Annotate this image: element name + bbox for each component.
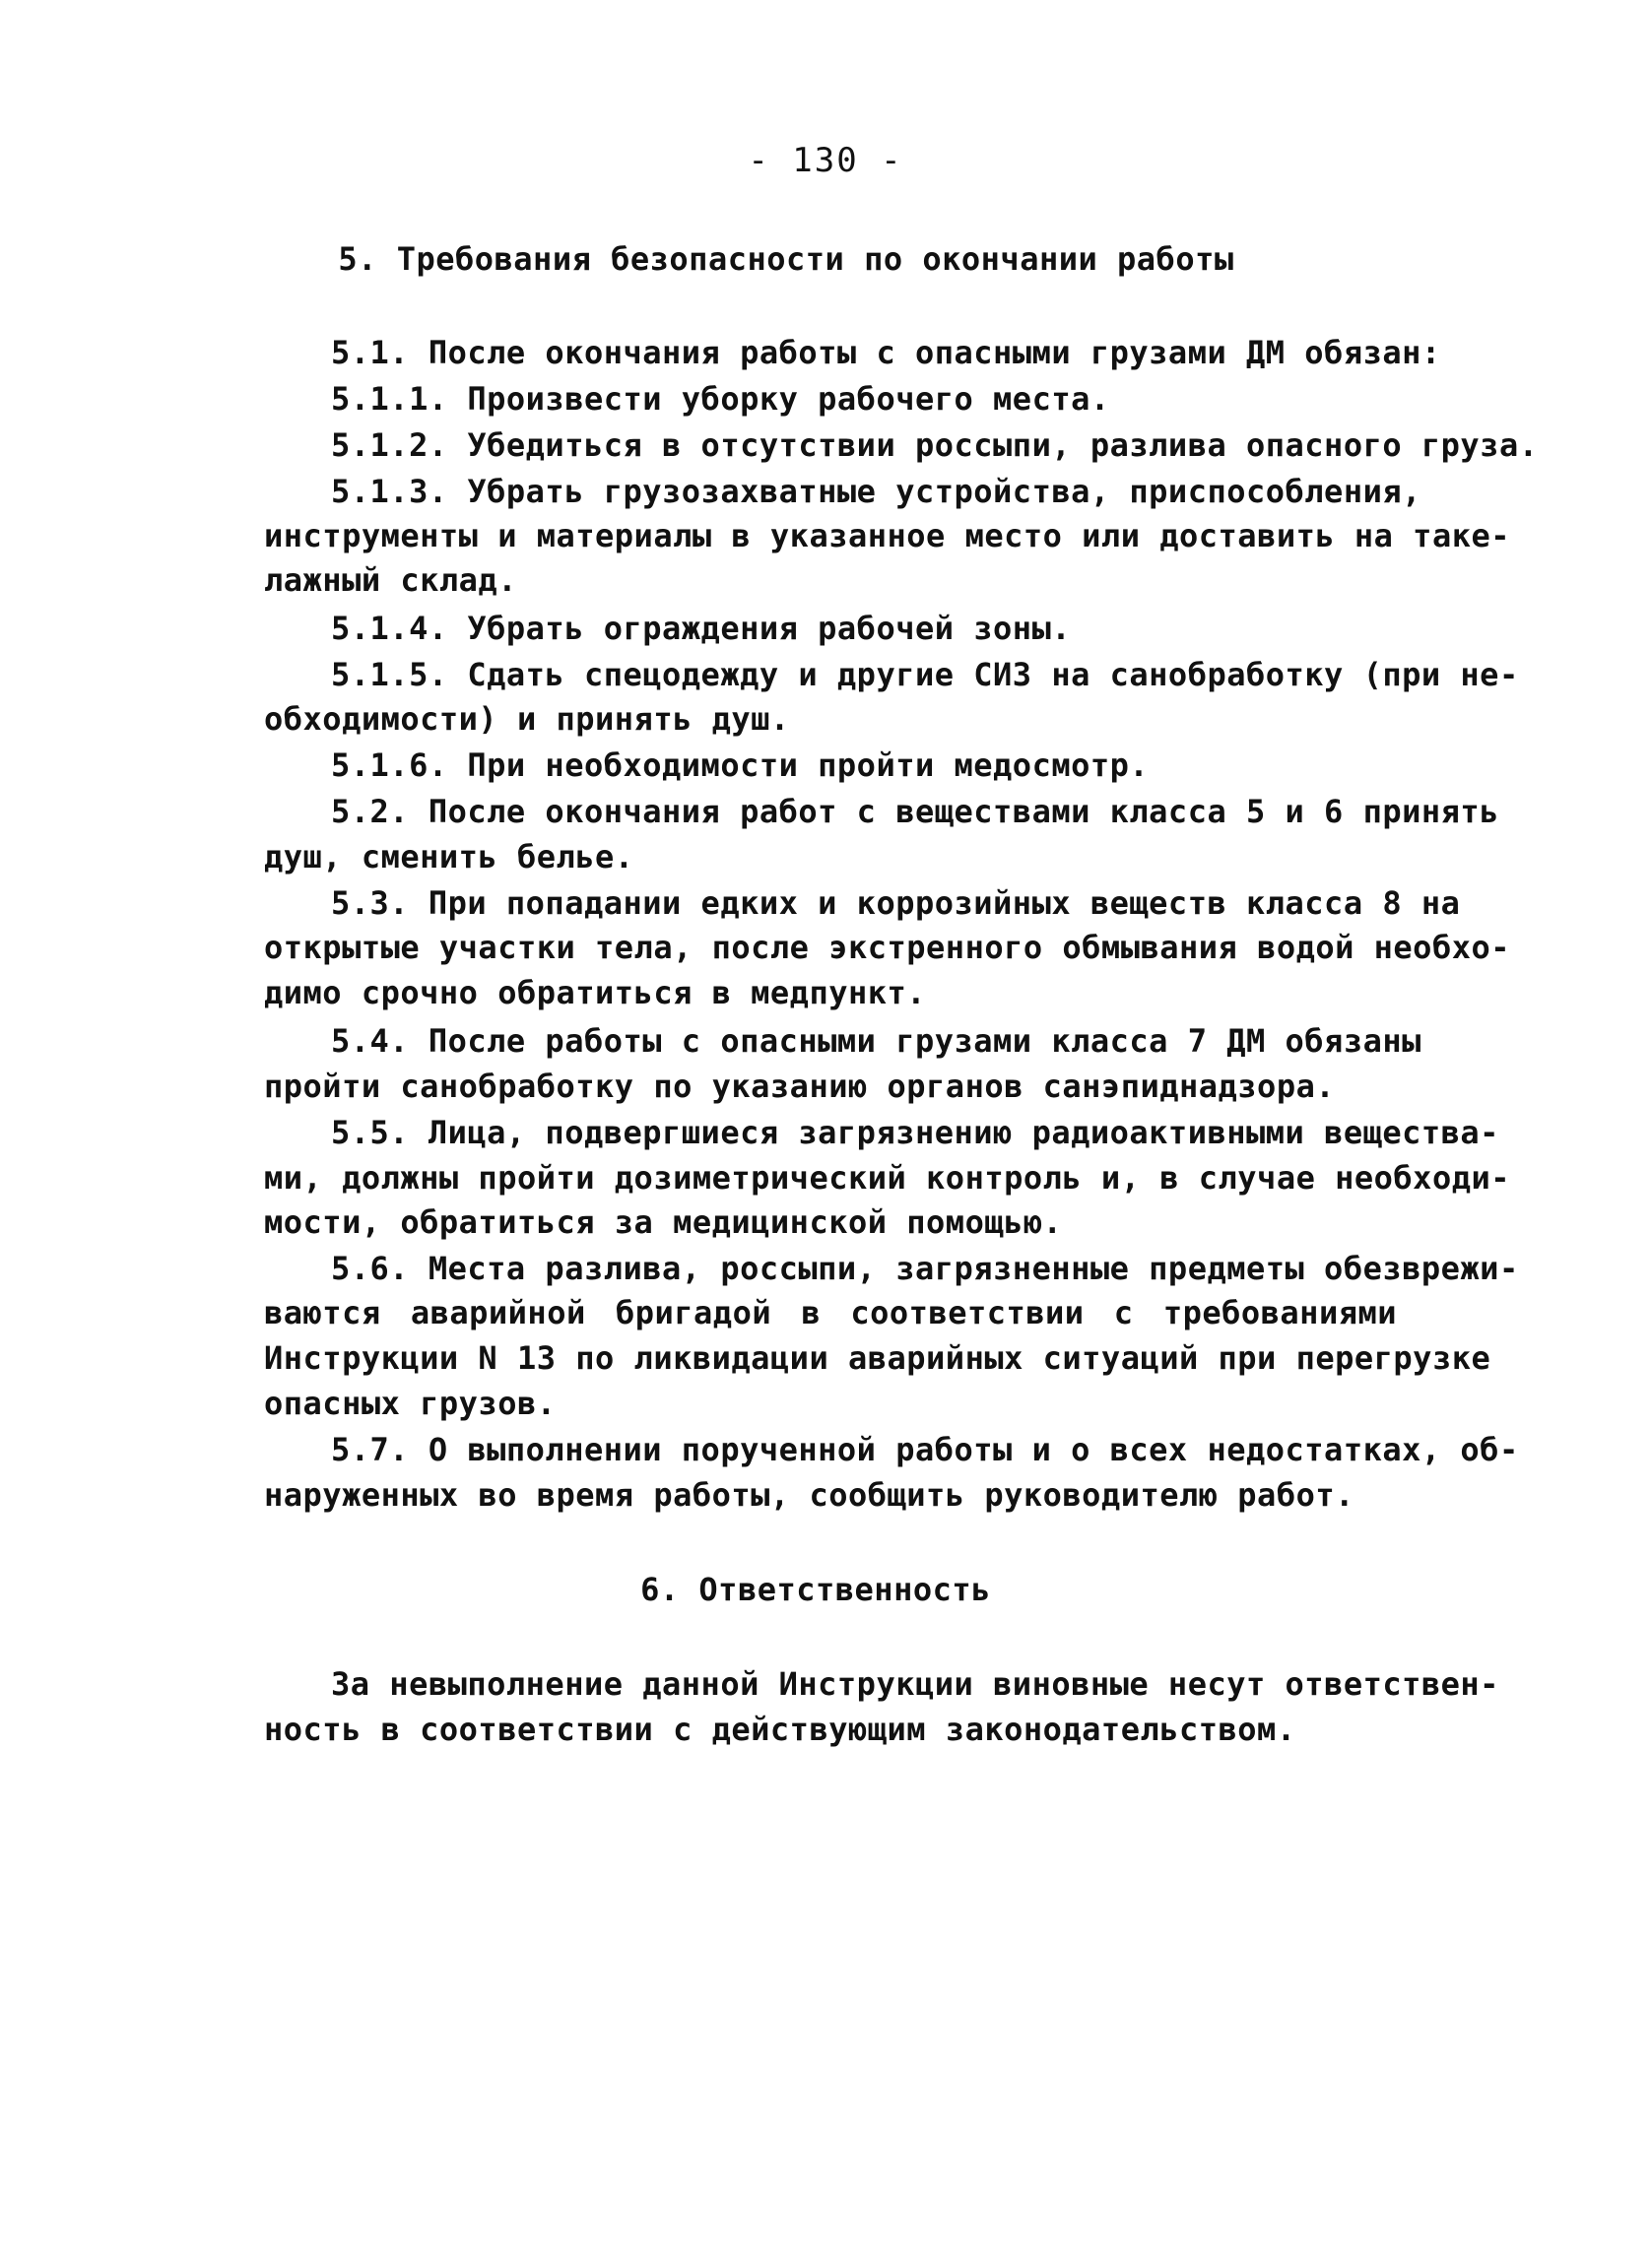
text-line: 5.1. После окончания работы с опасными грузами ДМ обязан:: [331, 334, 1441, 371]
text-line: 5.1.6. При необходимости пройти медосмотр.: [331, 746, 1150, 784]
page-number: - 130 -: [748, 141, 903, 180]
text-line: мости, обратиться за медицинской помощью.: [264, 1203, 1063, 1241]
text-line: душ, сменить белье.: [264, 838, 634, 875]
text-line: открытые участки тела, после экстренного обмывания водой необхо-: [264, 929, 1510, 966]
text-line: 5.4. После работы с опасными грузами класса 7 ДМ обязаны: [331, 1022, 1421, 1060]
text-line: 5.1.2. Убедиться в отсутствии россыпи, разлива опасного груза.: [331, 426, 1539, 464]
text-line: 5.6. Места разлива, россыпи, загрязненные предметы обезврежи-: [331, 1250, 1519, 1287]
text-line: 5.5. Лица, подвергшиеся загрязнению радиоактивными вещества-: [331, 1114, 1499, 1151]
text-line: 5.1.4. Убрать ограждения рабочей зоны.: [331, 610, 1072, 647]
text-line: лажный склад.: [264, 561, 517, 599]
section-5-heading: 5. Требования безопасности по окончании работы: [338, 240, 1234, 278]
text-line: опасных грузов.: [264, 1385, 557, 1422]
section-6-heading: 6. Ответственность: [640, 1571, 991, 1608]
text-line: наруженных во время работы, сообщить руководителю работ.: [264, 1476, 1354, 1514]
text-line: ваются аварийной бригадой в соответствии с требованиями: [264, 1294, 1397, 1331]
text-line: обходимости) и принять душ.: [264, 700, 790, 738]
text-line: 5.1.1. Произвести уборку рабочего места.: [331, 380, 1110, 418]
text-line: ми, должны пройти дозиметрический контроль и, в случае необходи-: [264, 1159, 1510, 1197]
text-line: 5.3. При попадании едких и коррозийных веществ класса 8 на: [331, 884, 1461, 922]
text-line: За невыполнение данной Инструкции виновные несут ответствен-: [331, 1665, 1499, 1703]
text-line: инструменты и материалы в указанное место или доставить на таке-: [264, 517, 1510, 554]
text-line: 5.7. О выполнении порученной работы и о всех недостатках, об-: [331, 1431, 1519, 1468]
text-line: 5.1.3. Убрать грузозахватные устройства, приспособления,: [331, 473, 1421, 510]
text-line: пройти санобработку по указанию органов санэпиднадзора.: [264, 1068, 1336, 1105]
text-line: ность в соответствии с действующим законодательством.: [264, 1711, 1296, 1748]
text-line: 5.2. После окончания работ с веществами класса 5 и 6 принять: [331, 793, 1499, 830]
text-line: димо срочно обратиться в медпункт.: [264, 974, 927, 1011]
text-line: 5.1.5. Сдать спецодежду и другие СИЗ на санобработку (при не-: [331, 656, 1519, 693]
text-line: Инструкции N 13 по ликвидации аварийных ситуаций при перегрузке: [264, 1339, 1491, 1377]
